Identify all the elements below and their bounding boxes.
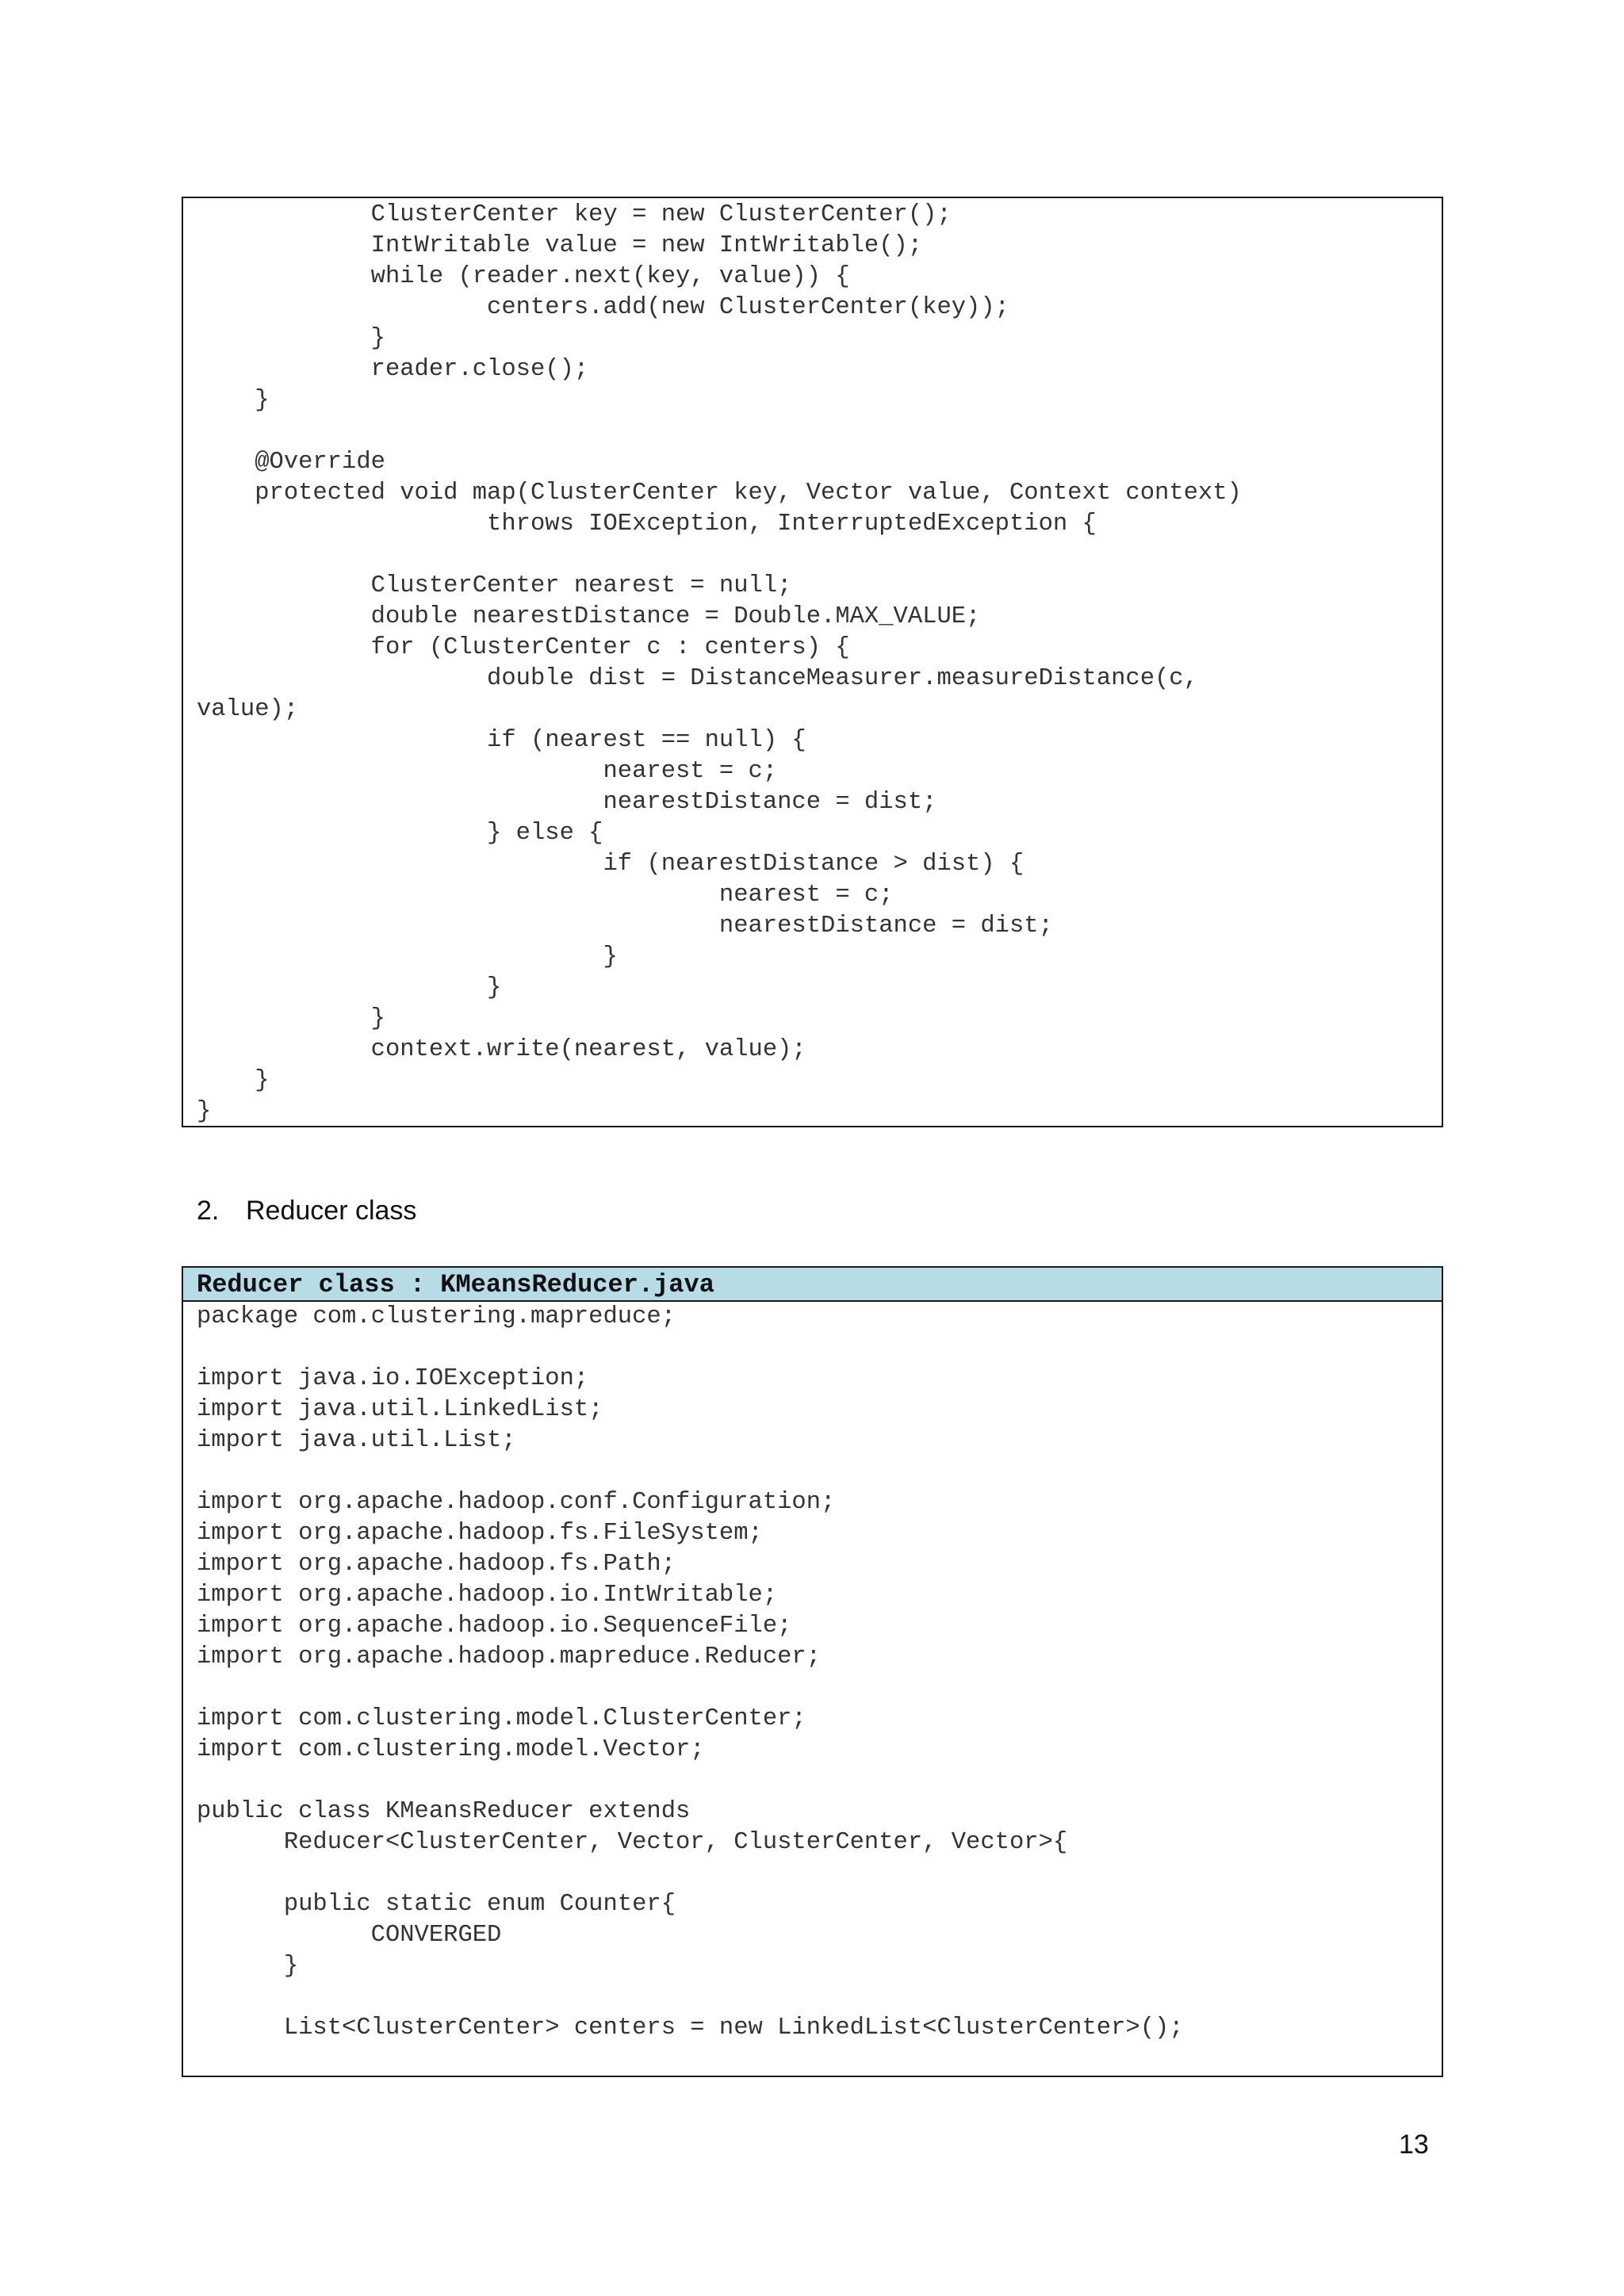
code-listing-mapper-continuation: [182, 197, 1443, 1127]
code-listing-reducer: [182, 1266, 1443, 2077]
section-number: 2.: [197, 1196, 220, 1226]
code-line: throws IOException, InterruptedException {: [197, 511, 1097, 538]
code-line: [197, 1858, 1184, 1889]
code-line: [197, 1673, 1184, 1704]
code-line: import org.apache.hadoop.fs.FileSystem;: [197, 1520, 763, 1547]
code-line: import com.clustering.model.Vector;: [197, 1736, 705, 1763]
code-line: Reducer<ClusterCenter, Vector, ClusterCenter, Vector>{: [197, 1829, 1068, 1856]
code-line: ClusterCenter key = new ClusterCenter();: [197, 201, 952, 228]
code-line: IntWritable value = new IntWritable();: [197, 232, 923, 259]
code-line: protected void map(ClusterCenter key, Vector value, Context context): [197, 480, 1242, 507]
code-line: nearestDistance = dist;: [197, 789, 937, 816]
code-line: import com.clustering.model.ClusterCenter;: [197, 1705, 806, 1732]
code-line: public class KMeansReducer extends: [197, 1798, 691, 1825]
code-line: context.write(nearest, value);: [197, 1036, 806, 1063]
code-line: }: [197, 387, 270, 414]
code-line: import org.apache.hadoop.io.SequenceFile;: [197, 1613, 792, 1640]
code-line: List<ClusterCenter> centers = new LinkedList<ClusterCenter>();: [197, 2015, 1184, 2042]
code-line: }: [197, 974, 502, 1001]
code-line: nearestDistance = dist;: [197, 913, 1053, 939]
page-number: 13: [1399, 2130, 1429, 2160]
section-title: Reducer class: [246, 1196, 417, 1226]
code-line: import org.apache.hadoop.mapreduce.Reducer;: [197, 1644, 822, 1670]
code-line: }: [197, 943, 618, 970]
code-line: reader.close();: [197, 356, 589, 383]
code-line: import java.io.IOException;: [197, 1365, 589, 1392]
code-line: centers.add(new ClusterCenter(key));: [197, 294, 1009, 321]
code-line: if (nearest == null) {: [197, 727, 806, 754]
code-line: double nearestDistance = Double.MAX_VALUE;: [197, 603, 981, 630]
code-line: while (reader.next(key, value)) {: [197, 263, 850, 290]
code-line: nearest = c;: [197, 882, 894, 909]
code-line: nearest = c;: [197, 758, 778, 785]
code-line: CONVERGED: [197, 1922, 502, 1949]
code-line: value);: [197, 696, 299, 723]
code-listing-header: [183, 1268, 1442, 1302]
section-heading: [197, 1196, 416, 1226]
code-line: }: [197, 325, 385, 352]
code-line: [197, 1766, 1184, 1797]
code-line: [197, 1982, 1184, 2013]
code-line: if (nearestDistance > dist) {: [197, 851, 1025, 878]
code-lines: [197, 200, 1242, 1127]
code-line: for (ClusterCenter c : centers) {: [197, 634, 850, 661]
code-line: public static enum Counter{: [197, 1891, 676, 1918]
code-line: }: [197, 1098, 212, 1125]
code-line: ClusterCenter nearest = null;: [197, 572, 792, 599]
code-line: double dist = DistanceMeasurer.measureDistance(c,: [197, 665, 1198, 692]
code-lines: [197, 1302, 1184, 2044]
code-line: import java.util.List;: [197, 1427, 516, 1454]
code-line: [197, 416, 1242, 447]
code-line: [197, 1456, 1184, 1487]
code-line: import org.apache.hadoop.fs.Path;: [197, 1551, 676, 1578]
code-line: [197, 540, 1242, 571]
code-line: import org.apache.hadoop.io.IntWritable;: [197, 1582, 778, 1609]
code-line: }: [197, 1067, 270, 1094]
code-line: import org.apache.hadoop.conf.Configuration;: [197, 1489, 836, 1516]
code-listing-title: Reducer class : KMeansReducer.java: [197, 1270, 714, 1299]
code-line: package com.clustering.mapreduce;: [197, 1303, 676, 1330]
code-line: } else {: [197, 820, 603, 847]
code-line: @Override: [197, 449, 385, 476]
code-line: }: [197, 1953, 299, 1980]
code-line: [197, 1333, 1184, 1364]
code-line: import java.util.LinkedList;: [197, 1396, 603, 1423]
code-line: }: [197, 1005, 385, 1032]
